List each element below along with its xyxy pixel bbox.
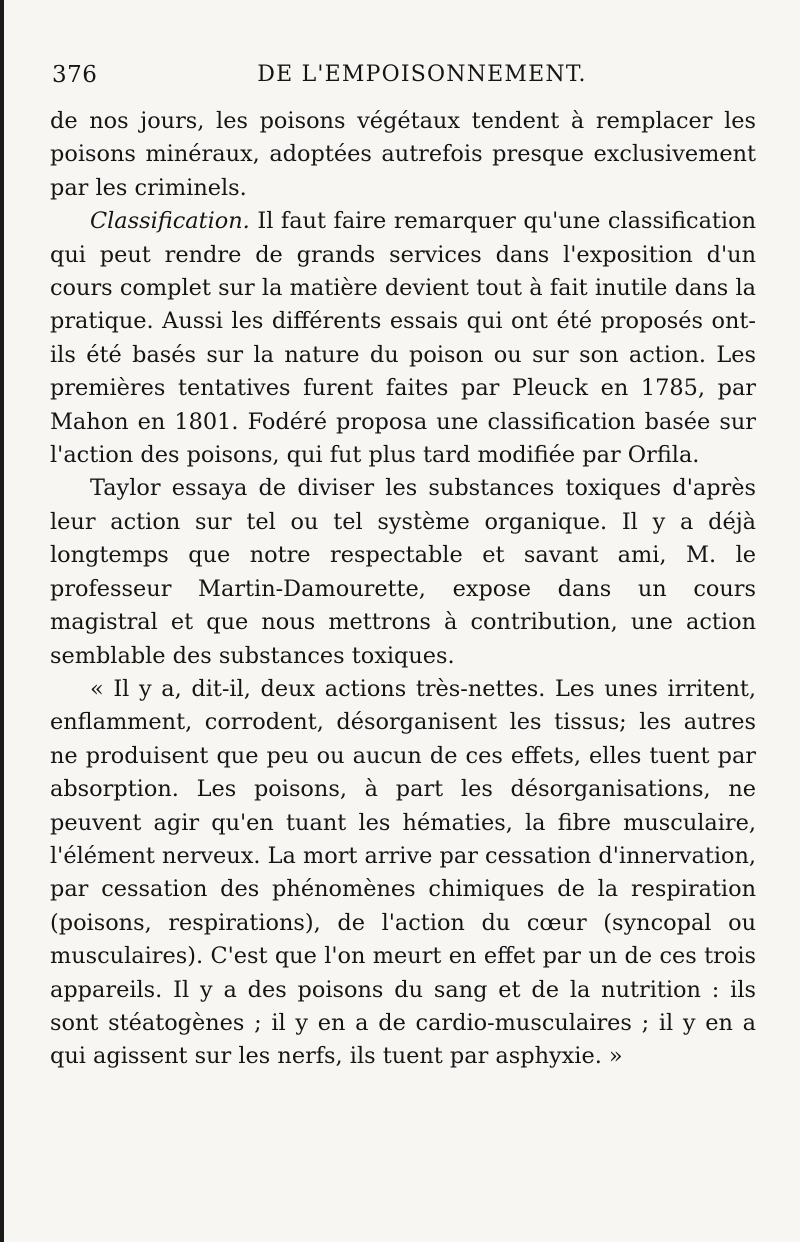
paragraph-1: de nos jours, les poisons végétaux tendent à remplacer les poisons minéraux, adoptées autrefois presque exclusivement par les criminels. bbox=[50, 108, 756, 201]
paragraph-quotation: « Il y a, dit-il, deux actions très-nettes. Les unes irritent, enflamment, corrodent, désorganisent les tissus; les autres ne produisent que peu ou aucun de ces effets, elles tuent par absorption. Les poisons, à part les désorganisations, ne peuvent agir qu'en tuant les hématies, la fibre musculaire, l'élément nerveux. La mort arrive par cessation d'innervation, par cessation des phénomènes chimiques de la respiration (poisons, respirations), de l'action du cœur (syncopal ou musculaires). C'est que l'on meurt en effet par un de ces trois appareils. Il y a des poisons du sang et de la nutrition : ils sont stéatogènes ; il y en a de cardio-musculaires ; il y en a qui agissent sur les nerfs, ils tuent par asphyxie. » bbox=[50, 675, 756, 1070]
scan-edge bbox=[0, 0, 4, 1242]
page-header bbox=[52, 62, 752, 92]
running-head: DE L'EMPOISONNEMENT. bbox=[257, 62, 587, 87]
body-text bbox=[50, 105, 756, 1074]
page-number: 376 bbox=[52, 62, 98, 88]
paragraph-classification bbox=[50, 205, 756, 472]
paragraph-taylor: Taylor essaya de diviser les substances toxiques d'après leur action sur tel ou tel système organique. Il y a déjà longtemps que notre respectable et savant ami, M. le professeur Martin-Damourette, expose dans un cours magistral et que nous mettrons à contribution, une action semblable des substances toxiques. bbox=[50, 475, 756, 669]
section-lead-classification: Classification. bbox=[90, 208, 250, 235]
paragraph-classification-text: Il faut faire remarquer qu'une classification qui peut rendre de grands services dans l'exposition d'un cours complet sur la matière devient tout à fait inutile dans la pratique. Aussi les différents essais qui ont été proposés ont-ils été basés sur la nature du poison ou sur son action. Les premières tentatives furent faites par Pleuck en 1785, par Mahon en 1801. Fodéré proposa une classification basée sur l'action des poisons, qui fut plus tard modifiée par Orfila. bbox=[50, 208, 756, 469]
